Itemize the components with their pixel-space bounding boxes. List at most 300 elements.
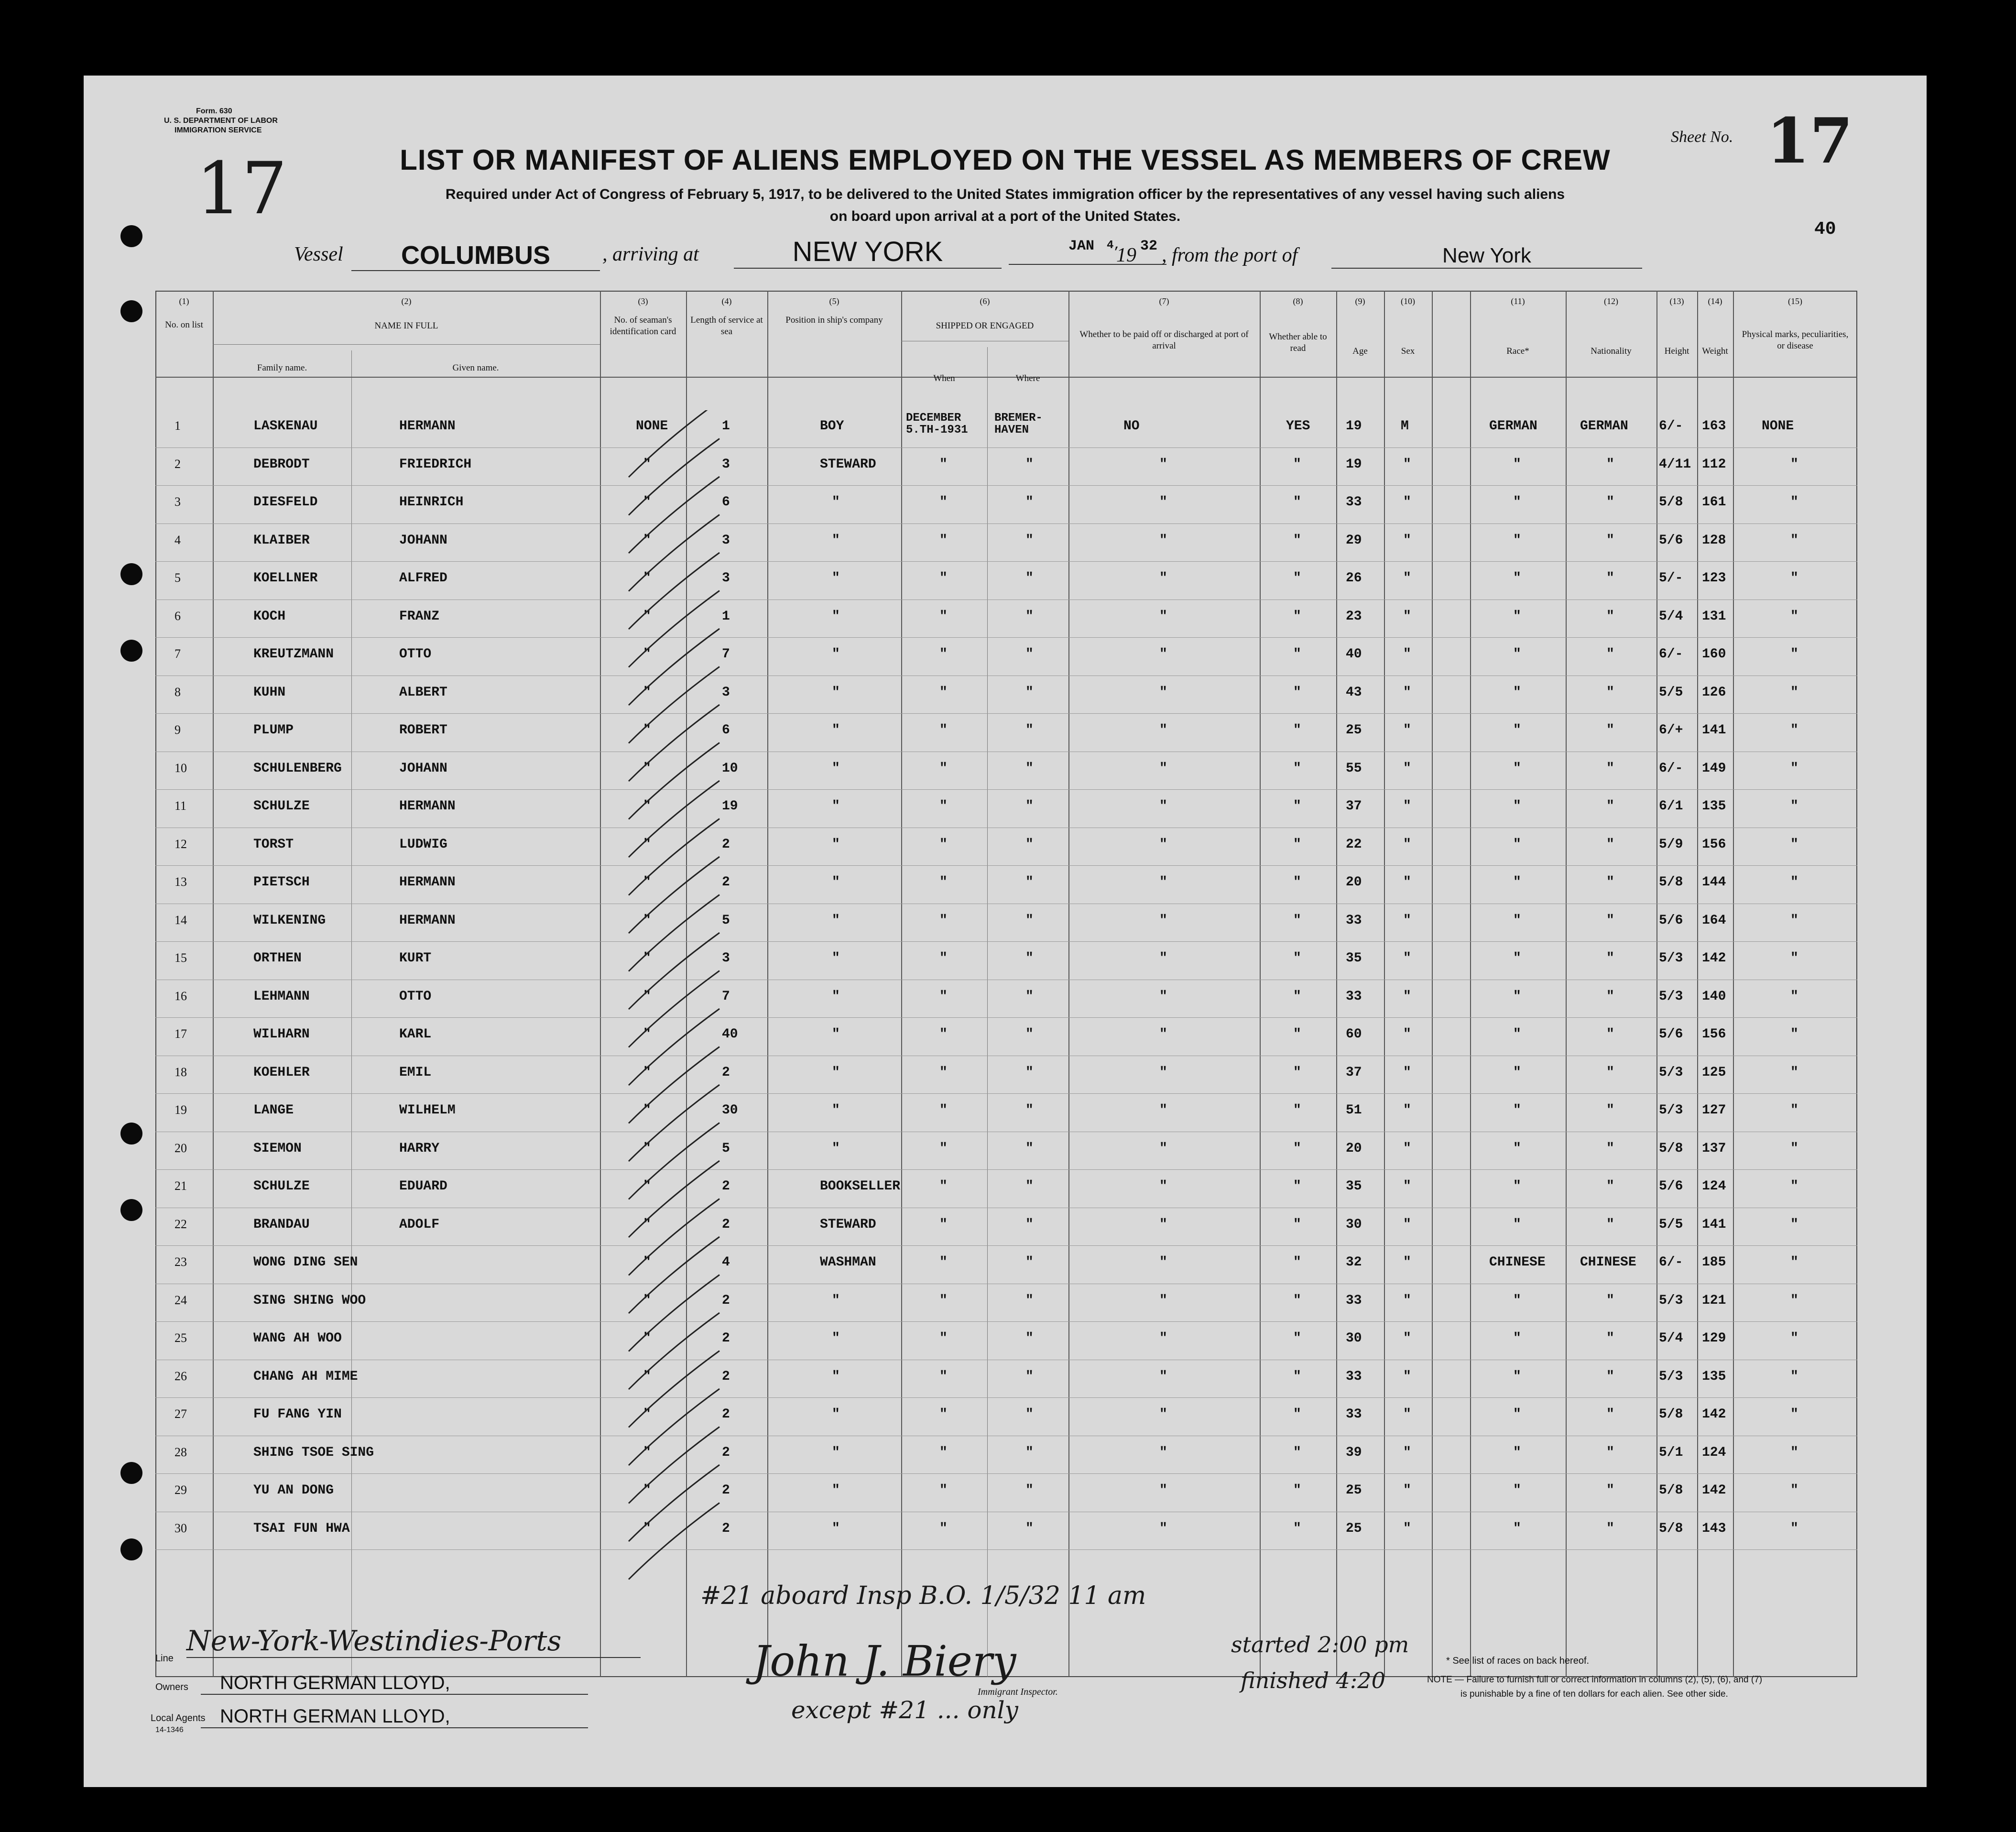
date-month: JAN: [1068, 238, 1095, 254]
cell-shipped-where: ": [1025, 533, 1034, 548]
cell-paid-off: ": [1159, 609, 1167, 624]
cell-race: ": [1513, 1407, 1521, 1422]
cell-height: 5/8: [1659, 1521, 1683, 1536]
cell-shipped-when: ": [939, 837, 948, 852]
cell-weight: 127: [1702, 1103, 1726, 1118]
cell-service-years: 2: [722, 1065, 730, 1080]
started-time: started 2:00 pm: [1231, 1632, 1409, 1658]
cell-service-years: 6: [722, 723, 730, 738]
cell-height: 6/-: [1659, 419, 1683, 434]
cell-shipped-when: ": [939, 1217, 948, 1232]
cell-able-to-read: ": [1293, 1255, 1301, 1270]
cell-age: 33: [1346, 495, 1362, 510]
cell-height: 6/-: [1659, 647, 1683, 662]
row-rule: [155, 1017, 1857, 1018]
check-slash: [629, 515, 719, 591]
cell-weight: 156: [1702, 1027, 1726, 1042]
cell-nationality: ": [1606, 571, 1614, 586]
cell-race: ": [1513, 837, 1521, 852]
cell-row-number: 25: [174, 1331, 187, 1345]
cell-height: 5/6: [1659, 1179, 1683, 1194]
inspector-signature: John J. Biery: [753, 1636, 1016, 1686]
cell-weight: 131: [1702, 609, 1726, 624]
cell-able-to-read: ": [1293, 495, 1301, 510]
cell-service-years: 2: [722, 1179, 730, 1194]
cell-id-card: ": [643, 1141, 651, 1156]
row-rule: [155, 1169, 1857, 1170]
cell-shipped-where: ": [1025, 1179, 1034, 1194]
col-header-where: Where: [1015, 373, 1040, 383]
cell-row-number: 10: [174, 761, 187, 775]
check-slash: [629, 819, 719, 895]
cell-paid-off: ": [1159, 685, 1167, 700]
cell-row-number: 5: [174, 571, 181, 585]
cell-paid-off: ": [1159, 1103, 1167, 1118]
row-rule: [155, 713, 1857, 714]
cell-service-years: 2: [722, 837, 730, 852]
row-rule: [155, 1473, 1857, 1474]
cell-age: 30: [1346, 1331, 1362, 1346]
cell-id-card: ": [643, 457, 651, 472]
cell-position: ": [832, 875, 840, 890]
cell-physical-marks: ": [1790, 1483, 1798, 1498]
cell-paid-off: ": [1159, 1065, 1167, 1080]
cell-shipped-when: ": [939, 1445, 948, 1460]
cell-physical-marks: ": [1790, 571, 1798, 586]
inspector-label: Immigrant Inspector.: [978, 1687, 1058, 1697]
vessel-name: COLUMBUS: [351, 240, 600, 271]
cell-position: ": [832, 1065, 840, 1080]
cell-height: 5/4: [1659, 609, 1683, 624]
cell-height: 5/3: [1659, 1293, 1683, 1308]
cell-weight: 164: [1702, 913, 1726, 928]
cell-race: ": [1513, 1293, 1521, 1308]
cell-age: 32: [1346, 1255, 1362, 1270]
cell-service-years: 2: [722, 875, 730, 890]
line-label: Line: [155, 1653, 174, 1664]
cell-row-number: 7: [174, 647, 181, 661]
cell-weight: 137: [1702, 1141, 1726, 1156]
cell-nationality: ": [1606, 1141, 1614, 1156]
cell-paid-off: ": [1159, 647, 1167, 662]
cell-given-name: ROBERT: [399, 723, 447, 738]
col-num-2: (2): [401, 296, 412, 306]
cell-able-to-read: ": [1293, 1179, 1301, 1194]
cell-race: ": [1513, 1217, 1521, 1232]
arrival-port: NEW YORK: [734, 236, 1002, 269]
cell-id-card: ": [643, 799, 651, 814]
cell-shipped-where: ": [1025, 761, 1034, 776]
col-num-13: (13): [1669, 296, 1684, 306]
cell-shipped-where: ": [1025, 989, 1034, 1004]
cell-nationality: ": [1606, 1217, 1614, 1232]
cell-given-name: ALBERT: [399, 685, 447, 700]
cell-shipped-when: ": [939, 495, 948, 510]
cell-weight: 124: [1702, 1179, 1726, 1194]
cell-id-card: ": [643, 1065, 651, 1080]
cell-age: 55: [1346, 761, 1362, 776]
cell-paid-off: ": [1159, 723, 1167, 738]
check-slash: [629, 1351, 719, 1428]
col-header-card: No. of seaman's identification card: [610, 315, 676, 337]
cell-able-to-read: ": [1293, 875, 1301, 890]
cell-position: ": [832, 1445, 840, 1460]
row-rule: [155, 1549, 1857, 1550]
cell-able-to-read: ": [1293, 1331, 1301, 1346]
col-header-service: Length of service at sea: [690, 315, 763, 337]
service-name: IMMIGRATION SERVICE: [174, 126, 262, 134]
cell-position: ": [832, 685, 840, 700]
cell-row-number: 18: [174, 1065, 187, 1079]
cell-shipped-when: ": [939, 1103, 948, 1118]
cell-given-name: HERMANN: [399, 875, 456, 890]
cell-given-name: HARRY: [399, 1141, 440, 1156]
cell-able-to-read: ": [1293, 1445, 1301, 1460]
cell-paid-off: ": [1159, 837, 1167, 852]
cell-paid-off: ": [1159, 1521, 1167, 1536]
col-header-weight: Weight: [1702, 346, 1728, 356]
check-slash: [629, 743, 719, 819]
cell-shipped-when: ": [939, 989, 948, 1004]
cell-given-name: EDUARD: [399, 1179, 447, 1194]
cell-row-number: 6: [174, 609, 181, 623]
col-header-name: NAME IN FULL: [374, 321, 438, 331]
cell-age: 20: [1346, 1141, 1362, 1156]
cell-weight: 163: [1702, 419, 1726, 434]
cell-service-years: 2: [722, 1445, 730, 1460]
cell-row-number: 8: [174, 685, 181, 699]
cell-position: ": [832, 913, 840, 928]
cell-row-number: 24: [174, 1293, 187, 1307]
cell-height: 6/1: [1659, 799, 1683, 814]
cell-height: 5/9: [1659, 837, 1683, 852]
cell-nationality: ": [1606, 1103, 1614, 1118]
cell-weight: 141: [1702, 1217, 1726, 1232]
cell-paid-off: ": [1159, 1331, 1167, 1346]
cell-paid-off: ": [1159, 533, 1167, 548]
col-header-given: Given name.: [452, 363, 499, 373]
except-note: except #21 ... only: [791, 1696, 1018, 1724]
cell-id-card: ": [643, 951, 651, 966]
row-rule: [155, 1093, 1857, 1094]
cell-service-years: 2: [722, 1331, 730, 1346]
cell-position: ": [832, 1331, 840, 1346]
cell-shipped-when: ": [939, 951, 948, 966]
col-header-paid-off: Whether to be paid off or discharged at port of arrival: [1079, 329, 1249, 351]
cell-weight: 121: [1702, 1293, 1726, 1308]
cell-physical-marks: ": [1790, 1293, 1798, 1308]
cell-age: 39: [1346, 1445, 1362, 1460]
cell-service-years: 30: [722, 1103, 738, 1118]
cell-position: ": [832, 609, 840, 624]
cell-race: ": [1513, 571, 1521, 586]
cell-position: ": [832, 799, 840, 814]
cell-service-years: 7: [722, 647, 730, 662]
col-header-family: Family name.: [257, 363, 307, 373]
col-num-8: (8): [1293, 296, 1303, 306]
cell-shipped-when: ": [939, 1521, 948, 1536]
cell-family-name: DEBRODT: [253, 457, 310, 472]
col-num-9: (9): [1355, 296, 1365, 306]
year-suffix: 32: [1140, 238, 1158, 254]
cell-shipped-where: ": [1025, 1369, 1034, 1384]
cell-shipped-where: ": [1025, 1521, 1034, 1536]
check-slash: [629, 1313, 719, 1389]
cell-given-name: HEINRICH: [399, 495, 464, 510]
cell-shipped-when: ": [939, 1065, 948, 1080]
cell-age: 35: [1346, 951, 1362, 966]
cell-age: 37: [1346, 799, 1362, 814]
cell-shipped-where: ": [1025, 913, 1034, 928]
cell-shipped-where: ": [1025, 1103, 1034, 1118]
cell-shipped-where: ": [1025, 685, 1034, 700]
cell-position: ": [832, 571, 840, 586]
cell-id-card: ": [643, 1407, 651, 1422]
cell-sex: ": [1403, 457, 1411, 472]
cell-sex: ": [1403, 837, 1411, 852]
cell-shipped-where: ": [1025, 457, 1034, 472]
cell-family-name: PLUMP: [253, 723, 294, 738]
finished-time: finished 4:20: [1241, 1668, 1385, 1693]
cell-nationality: ": [1606, 1331, 1614, 1346]
cell-sex: ": [1403, 1255, 1411, 1270]
cell-nationality: GERMAN: [1580, 419, 1628, 434]
cell-physical-marks: ": [1790, 533, 1798, 548]
cell-weight: 149: [1702, 761, 1726, 776]
handwritten-sheet-number: 17: [196, 147, 287, 230]
cell-weight: 140: [1702, 989, 1726, 1004]
arriving-label: , arriving at: [602, 243, 699, 265]
cell-shipped-when: ": [939, 1331, 948, 1346]
cell-physical-marks: ": [1790, 989, 1798, 1004]
cell-age: 33: [1346, 1293, 1362, 1308]
cell-age: 25: [1346, 1521, 1362, 1536]
cell-able-to-read: ": [1293, 799, 1301, 814]
cell-id-card: ": [643, 723, 651, 738]
cell-height: 6/+: [1659, 723, 1683, 738]
cell-shipped-when: ": [939, 1255, 948, 1270]
cell-id-card: ": [643, 1293, 651, 1308]
row-rule: [155, 637, 1857, 638]
cell-shipped-where: ": [1025, 837, 1034, 852]
cell-sex: ": [1403, 723, 1411, 738]
col-header-shipped: SHIPPED OR ENGAGED: [936, 321, 1034, 331]
check-slash: [629, 1389, 719, 1465]
col-num-15: (15): [1788, 296, 1802, 306]
cell-nationality: ": [1606, 1483, 1614, 1498]
races-note: * See list of races on back hereof.: [1446, 1656, 1590, 1666]
cell-age: 23: [1346, 609, 1362, 624]
check-slash-marks: [610, 410, 753, 1644]
cell-nationality: ": [1606, 685, 1614, 700]
cell-nationality: ": [1606, 951, 1614, 966]
cell-paid-off: ": [1159, 1141, 1167, 1156]
cell-family-name: SCHULENBERG: [253, 761, 342, 776]
cell-id-card: ": [643, 647, 651, 662]
check-slash: [629, 1275, 719, 1352]
cell-family-name: KREUTZMANN: [253, 647, 334, 662]
cell-family-name: SHING TSOE SING: [253, 1445, 374, 1460]
cell-position: ": [832, 1027, 840, 1042]
owners-label: Owners: [155, 1682, 188, 1692]
cell-paid-off: ": [1159, 799, 1167, 814]
cell-id-card: ": [643, 875, 651, 890]
cell-age: 37: [1346, 1065, 1362, 1080]
cell-race: ": [1513, 1331, 1521, 1346]
cell-age: 33: [1346, 913, 1362, 928]
cell-race: ": [1513, 723, 1521, 738]
cell-race: ": [1513, 609, 1521, 624]
cell-age: 20: [1346, 875, 1362, 890]
check-slash: [629, 1161, 719, 1237]
cell-able-to-read: ": [1293, 1217, 1301, 1232]
cell-race: ": [1513, 457, 1521, 472]
cell-race: ": [1513, 1521, 1521, 1536]
cell-paid-off: ": [1159, 1483, 1167, 1498]
cell-shipped-when: DECEMBER 5.TH-1931: [906, 412, 968, 437]
cell-able-to-read: ": [1293, 1369, 1301, 1384]
cell-able-to-read: ": [1293, 951, 1301, 966]
cell-service-years: 3: [722, 533, 730, 548]
cell-shipped-when: ": [939, 1027, 948, 1042]
row-rule: [155, 561, 1857, 562]
cell-given-name: HERMANN: [399, 799, 456, 814]
cell-weight: 135: [1702, 1369, 1726, 1384]
cell-shipped-where: ": [1025, 571, 1034, 586]
cell-weight: 160: [1702, 647, 1726, 662]
col-num-3: (3): [638, 296, 648, 306]
cell-row-number: 19: [174, 1103, 187, 1117]
check-slash: [629, 857, 719, 933]
line-value: New-York-Westindies-Ports: [186, 1625, 641, 1658]
cell-able-to-read: ": [1293, 1027, 1301, 1042]
cell-row-number: 16: [174, 989, 187, 1003]
cell-row-number: 4: [174, 533, 181, 547]
cell-position: ": [832, 989, 840, 1004]
cell-able-to-read: ": [1293, 533, 1301, 548]
cell-shipped-when: ": [939, 799, 948, 814]
cell-race: ": [1513, 951, 1521, 966]
cell-id-card: ": [643, 989, 651, 1004]
cell-family-name: TORST: [253, 837, 294, 852]
cell-able-to-read: ": [1293, 609, 1301, 624]
cell-nationality: ": [1606, 1027, 1614, 1042]
cell-race: ": [1513, 1103, 1521, 1118]
cell-physical-marks: ": [1790, 1331, 1798, 1346]
col-header-no: No. on list: [165, 320, 203, 330]
fine-note-1: NOTE — Failure to furnish full or correct information in columns (2), (5), (6), and (7): [1427, 1675, 1763, 1685]
cell-family-name: WILKENING: [253, 913, 326, 928]
check-slash: [629, 933, 719, 1009]
cell-row-number: 28: [174, 1445, 187, 1459]
col-header-sex: Sex: [1401, 346, 1415, 356]
cell-weight: 128: [1702, 533, 1726, 548]
owners-value: NORTH GERMAN LLOYD,: [201, 1672, 588, 1695]
cell-physical-marks: ": [1790, 1369, 1798, 1384]
cell-age: 35: [1346, 1179, 1362, 1194]
cell-shipped-when: ": [939, 875, 948, 890]
cell-paid-off: ": [1159, 1407, 1167, 1422]
cell-able-to-read: ": [1293, 1141, 1301, 1156]
cell-given-name: WILHELM: [399, 1103, 456, 1118]
cell-family-name: PIETSCH: [253, 875, 310, 890]
cell-given-name: OTTO: [399, 989, 432, 1004]
cell-service-years: 4: [722, 1255, 730, 1270]
cell-race: ": [1513, 495, 1521, 510]
cell-family-name: BRANDAU: [253, 1217, 310, 1232]
col-num-5: (5): [829, 296, 839, 306]
cell-service-years: 3: [722, 951, 730, 966]
cell-position: ": [832, 1141, 840, 1156]
cell-service-years: 2: [722, 1293, 730, 1308]
cell-family-name: KOCH: [253, 609, 286, 624]
cell-physical-marks: ": [1790, 1065, 1798, 1080]
cell-age: 19: [1346, 419, 1362, 434]
cell-age: 19: [1346, 457, 1362, 472]
cell-given-name: JOHANN: [399, 761, 447, 776]
cell-family-name: SING SHING WOO: [253, 1293, 366, 1308]
cell-id-card: ": [643, 913, 651, 928]
manifest-title: LIST OR MANIFEST OF ALIENS EMPLOYED ON THE VESSEL AS MEMBERS OF CREW: [400, 144, 1611, 176]
cell-row-number: 2: [174, 457, 181, 471]
cell-physical-marks: ": [1790, 1103, 1798, 1118]
cell-paid-off: ": [1159, 1217, 1167, 1232]
cell-height: 5/6: [1659, 1027, 1683, 1042]
cell-height: 5/3: [1659, 989, 1683, 1004]
cell-physical-marks: ": [1790, 1141, 1798, 1156]
cell-row-number: 12: [174, 837, 187, 851]
cell-age: 43: [1346, 685, 1362, 700]
cell-physical-marks: ": [1790, 609, 1798, 624]
row-rule: [155, 789, 1857, 790]
cell-id-card: ": [643, 1027, 651, 1042]
check-slash: [629, 1123, 719, 1200]
cell-nationality: ": [1606, 989, 1614, 1004]
cell-height: 6/-: [1659, 1255, 1683, 1270]
cell-given-name: HERMANN: [399, 913, 456, 928]
cell-shipped-where: ": [1025, 799, 1034, 814]
cell-able-to-read: ": [1293, 837, 1301, 852]
cell-able-to-read: YES: [1286, 419, 1310, 434]
cell-height: 5/8: [1659, 1483, 1683, 1498]
cell-height: 5/8: [1659, 1141, 1683, 1156]
col-num-1: (1): [179, 296, 189, 306]
cell-id-card: ": [643, 495, 651, 510]
cell-nationality: ": [1606, 875, 1614, 890]
fine-note-2: is punishable by a fine of ten dollars for each alien. See other side.: [1460, 1689, 1728, 1699]
cell-sex: ": [1403, 685, 1411, 700]
cell-family-name: YU AN DONG: [253, 1483, 334, 1498]
cell-paid-off: ": [1159, 571, 1167, 586]
cell-id-card: ": [643, 571, 651, 586]
cell-weight: 144: [1702, 875, 1726, 890]
cell-paid-off: ": [1159, 951, 1167, 966]
cell-physical-marks: ": [1790, 1027, 1798, 1042]
from-port: New York: [1331, 244, 1642, 269]
cell-physical-marks: ": [1790, 457, 1798, 472]
cell-family-name: ORTHEN: [253, 951, 302, 966]
cell-sex: ": [1403, 495, 1411, 510]
col-num-6: (6): [980, 296, 990, 306]
corner-number: 40: [1814, 219, 1836, 240]
cell-physical-marks: NONE: [1762, 419, 1794, 434]
sheet-label: Sheet No.: [1671, 128, 1733, 146]
cell-weight: 161: [1702, 495, 1726, 510]
cell-nationality: ": [1606, 1407, 1614, 1422]
cell-row-number: 20: [174, 1141, 187, 1155]
cell-row-number: 26: [174, 1369, 187, 1383]
cell-race: ": [1513, 1483, 1521, 1498]
